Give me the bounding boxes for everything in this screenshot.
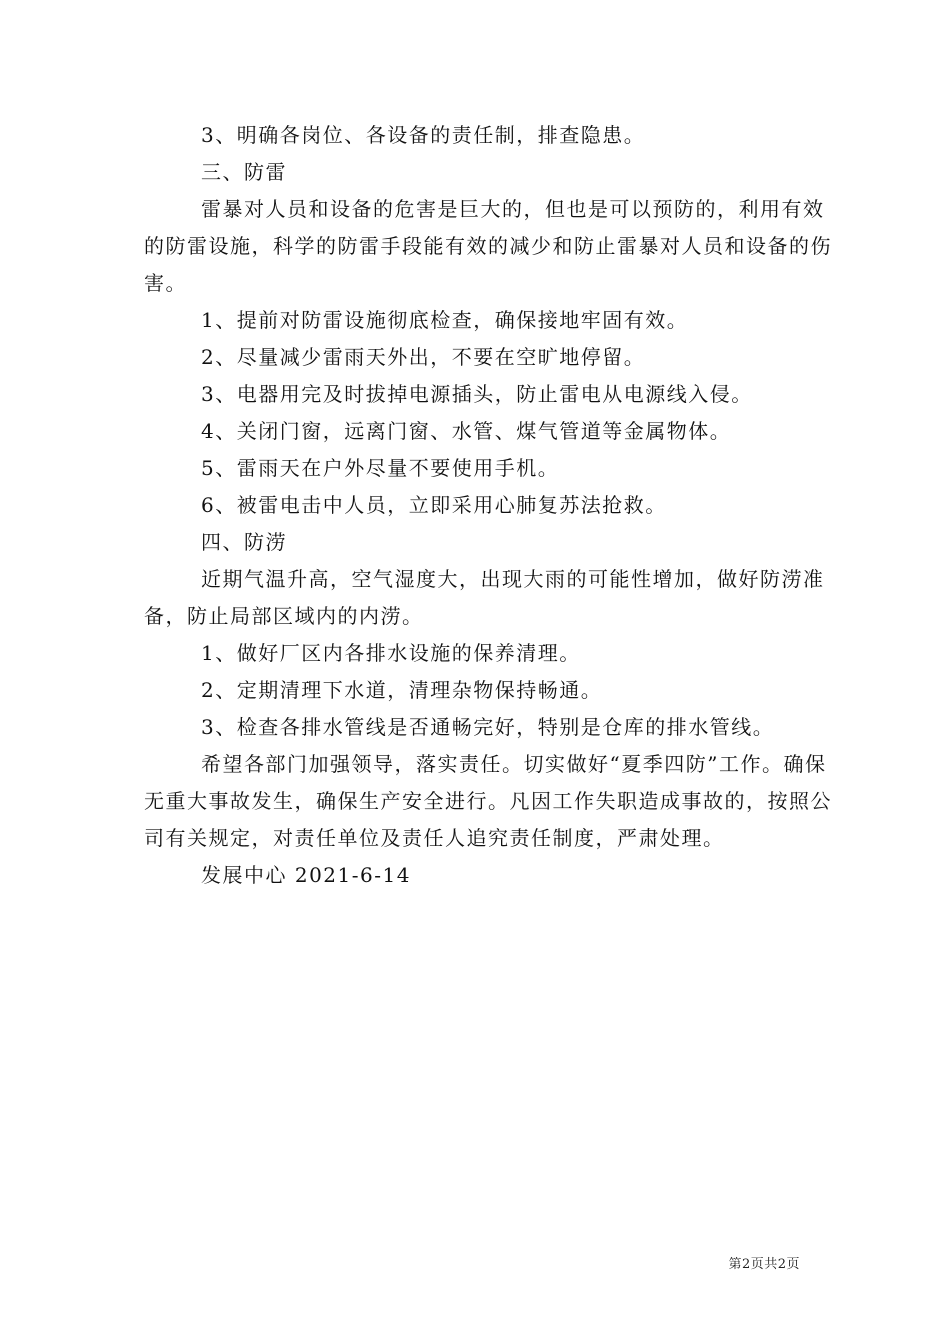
flood-intro-paragraph: 近期气温升高，空气湿度大，出现大雨的可能性增加，做好防涝准备，防止局部区域内的内涝。 xyxy=(144,567,825,628)
section-heading-flood: 四、防涝 xyxy=(201,530,287,554)
flood-item-2: 2、定期清理下水道，清理杂物保持畅通。 xyxy=(201,678,603,702)
lightning-item-6: 6、被雷电击中人员，立即采用心肺复苏法抢救。 xyxy=(201,493,667,517)
lightning-item-1: 1、提前对防雷设施彻底检查，确保接地牢固有效。 xyxy=(201,308,689,332)
page-number-footer: 第2页共2页 xyxy=(728,1257,800,1272)
lightning-item-3: 3、电器用完及时拔掉电源插头，防止雷电从电源线入侵。 xyxy=(201,382,753,406)
section-heading-lightning: 三、防雷 xyxy=(201,160,287,184)
flood-item-3: 3、检查各排水管线是否通畅完好，特别是仓库的排水管线。 xyxy=(201,715,775,739)
lightning-item-5: 5、雷雨天在户外尽量不要使用手机。 xyxy=(201,456,560,480)
closing-paragraph: 希望各部门加强领导，落实责任。切实做好“夏季四防”工作。确保无重大事故发生，确保生产安全进行。凡因工作失职造成事故的，按照公司有关规定，对责任单位及责任人追究责任制度，严肃处理。 xyxy=(144,752,832,850)
lightning-intro-paragraph: 雷暴对人员和设备的危害是巨大的，但也是可以预防的，利用有效的防雷设施，科学的防雷手段能有效的减少和防止雷暴对人员和设备的伤害。 xyxy=(144,197,832,295)
signature-date: 发展中心 2021-6-14 xyxy=(201,863,411,887)
flood-item-1: 1、做好厂区内各排水设施的保养清理。 xyxy=(201,641,581,665)
lightning-item-2: 2、尽量减少雷雨天外出，不要在空旷地停留。 xyxy=(201,345,646,369)
document-body xyxy=(144,117,834,894)
list-item-responsibility: 3、明确各岗位、各设备的责任制，排查隐患。 xyxy=(201,123,646,147)
lightning-item-4: 4、关闭门窗，远离门窗、水管、煤气管道等金属物体。 xyxy=(201,419,732,443)
